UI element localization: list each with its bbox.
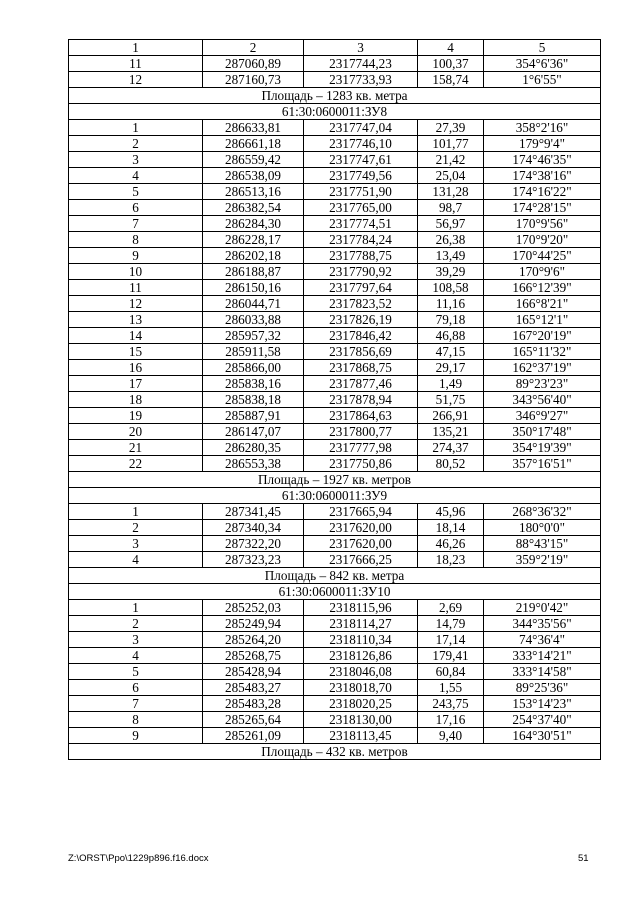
section-cell: 61:30:0600011:ЗУ10 — [69, 584, 601, 600]
table-row — [69, 696, 601, 712]
table-cell: 13,49 — [418, 248, 484, 264]
table-section-row — [69, 568, 601, 584]
table-cell: 11 — [69, 56, 203, 72]
table-cell: 2317826,19 — [304, 312, 418, 328]
table-cell: 2317784,24 — [304, 232, 418, 248]
table-cell: 174°46'35" — [484, 152, 601, 168]
table-cell: 153°14'23" — [484, 696, 601, 712]
table-cell: 2318130,00 — [304, 712, 418, 728]
table-cell: 180°0'0" — [484, 520, 601, 536]
table-cell: 165°12'1" — [484, 312, 601, 328]
table-cell: 2318114,27 — [304, 616, 418, 632]
table-cell: 2318110,34 — [304, 632, 418, 648]
table-row — [69, 184, 601, 200]
section-cell: Площадь – 432 кв. метров — [69, 744, 601, 760]
table-cell: 29,17 — [418, 360, 484, 376]
table-section-row — [69, 104, 601, 120]
table-cell: 286513,16 — [203, 184, 304, 200]
table-cell: 2317878,94 — [304, 392, 418, 408]
table-cell: 20 — [69, 424, 203, 440]
table-cell: 131,28 — [418, 184, 484, 200]
table-cell: 166°8'21" — [484, 296, 601, 312]
table-cell: 286044,71 — [203, 296, 304, 312]
table-cell: 243,75 — [418, 696, 484, 712]
table-cell: 2318115,96 — [304, 600, 418, 616]
table-cell: 9 — [69, 248, 203, 264]
table-row — [69, 152, 601, 168]
table-row — [69, 328, 601, 344]
table-cell: 2 — [69, 616, 203, 632]
table-cell: 2317868,75 — [304, 360, 418, 376]
table-row — [69, 56, 601, 72]
table-cell: 2317746,10 — [304, 136, 418, 152]
table-cell: 286559,42 — [203, 152, 304, 168]
table-row — [69, 456, 601, 472]
table-row — [69, 136, 601, 152]
table-cell: 18 — [69, 392, 203, 408]
table-cell: 170°44'25" — [484, 248, 601, 264]
table-row — [69, 536, 601, 552]
table-row — [69, 312, 601, 328]
table-cell: 12 — [69, 296, 203, 312]
table-cell: 2317856,69 — [304, 344, 418, 360]
table-cell: 2317733,93 — [304, 72, 418, 88]
table-cell: 285265,64 — [203, 712, 304, 728]
table-cell: 170°9'56" — [484, 216, 601, 232]
table-cell: 1,55 — [418, 680, 484, 696]
table-cell: 2,69 — [418, 600, 484, 616]
table-cell: 89°25'36" — [484, 680, 601, 696]
table-cell: 25,04 — [418, 168, 484, 184]
table-cell: 287322,20 — [203, 536, 304, 552]
table-cell: 165°11'32" — [484, 344, 601, 360]
section-cell: 61:30:0600011:ЗУ9 — [69, 488, 601, 504]
table-cell: 166°12'39" — [484, 280, 601, 296]
table-cell: 164°30'51" — [484, 728, 601, 744]
table-cell: 2317751,90 — [304, 184, 418, 200]
table-cell: 285252,03 — [203, 600, 304, 616]
table-cell: 2318113,45 — [304, 728, 418, 744]
table-row — [69, 728, 601, 744]
table-row — [69, 408, 601, 424]
table-cell: 285957,32 — [203, 328, 304, 344]
table-cell: 287341,45 — [203, 504, 304, 520]
table-cell: 2317747,04 — [304, 120, 418, 136]
table-cell: 10 — [69, 264, 203, 280]
table-cell: 74°36'4" — [484, 632, 601, 648]
table-cell: 346°9'27" — [484, 408, 601, 424]
table-cell: 285261,09 — [203, 728, 304, 744]
table-row — [69, 232, 601, 248]
table-cell: 26,38 — [418, 232, 484, 248]
table-cell: 5 — [69, 184, 203, 200]
table-cell: 2317846,42 — [304, 328, 418, 344]
table-cell: 286382,54 — [203, 200, 304, 216]
table-cell: 45,96 — [418, 504, 484, 520]
table-row — [69, 392, 601, 408]
table-cell: 286188,87 — [203, 264, 304, 280]
table-row — [69, 440, 601, 456]
table-cell: 2317744,23 — [304, 56, 418, 72]
table-cell: 359°2'19" — [484, 552, 601, 568]
table-body — [69, 56, 601, 760]
table-cell: 2318126,86 — [304, 648, 418, 664]
table-cell: 2 — [69, 136, 203, 152]
table-cell: 11 — [69, 280, 203, 296]
header-cell: 1 — [69, 40, 203, 56]
table-section-row — [69, 472, 601, 488]
table-row — [69, 520, 601, 536]
table-cell: 21 — [69, 440, 203, 456]
table-cell: 1 — [69, 600, 203, 616]
table-cell: 1 — [69, 504, 203, 520]
section-cell: Площадь – 1283 кв. метра — [69, 88, 601, 104]
table-cell: 19 — [69, 408, 203, 424]
table-cell: 274,37 — [418, 440, 484, 456]
table-row — [69, 216, 601, 232]
table-cell: 13 — [69, 312, 203, 328]
table-row — [69, 552, 601, 568]
coordinates-table — [68, 39, 601, 760]
table-cell: 2317877,46 — [304, 376, 418, 392]
table-cell: 287060,89 — [203, 56, 304, 72]
table-cell: 6 — [69, 680, 203, 696]
table-section-row — [69, 88, 601, 104]
table-cell: 286538,09 — [203, 168, 304, 184]
table-cell: 333°14'58" — [484, 664, 601, 680]
table-cell: 11,16 — [418, 296, 484, 312]
table-row — [69, 664, 601, 680]
table-cell: 174°28'15" — [484, 200, 601, 216]
table-cell: 285483,27 — [203, 680, 304, 696]
table-cell: 1 — [69, 120, 203, 136]
table-cell: 285268,75 — [203, 648, 304, 664]
table-row — [69, 648, 601, 664]
footer-file-path: Z:\ORST\Ppo\1229p896.f16.docx — [68, 853, 209, 864]
table-cell: 1,49 — [418, 376, 484, 392]
table-cell: 14,79 — [418, 616, 484, 632]
table-cell: 2318018,70 — [304, 680, 418, 696]
table-section-row — [69, 488, 601, 504]
table-cell: 285428,94 — [203, 664, 304, 680]
table-cell: 286202,18 — [203, 248, 304, 264]
table-cell: 162°37'19" — [484, 360, 601, 376]
table-cell: 98,7 — [418, 200, 484, 216]
table-cell: 17,14 — [418, 632, 484, 648]
table-cell: 16 — [69, 360, 203, 376]
table-row — [69, 248, 601, 264]
table-cell: 354°6'36" — [484, 56, 601, 72]
table-cell: 179,41 — [418, 648, 484, 664]
table-cell: 2317666,25 — [304, 552, 418, 568]
table-cell: 89°23'23" — [484, 376, 601, 392]
table-cell: 51,75 — [418, 392, 484, 408]
table-cell: 18,23 — [418, 552, 484, 568]
table-cell: 3 — [69, 632, 203, 648]
table-cell: 2317777,98 — [304, 440, 418, 456]
table-row — [69, 424, 601, 440]
table-cell: 56,97 — [418, 216, 484, 232]
table-row — [69, 120, 601, 136]
table-row — [69, 504, 601, 520]
section-cell: Площадь – 1927 кв. метров — [69, 472, 601, 488]
table-cell: 79,18 — [418, 312, 484, 328]
table-cell: 158,74 — [418, 72, 484, 88]
table-cell: 39,29 — [418, 264, 484, 280]
header-cell: 2 — [203, 40, 304, 56]
table-row — [69, 72, 601, 88]
table-cell: 14 — [69, 328, 203, 344]
table-cell: 21,42 — [418, 152, 484, 168]
table-section-row — [69, 584, 601, 600]
table-cell: 2 — [69, 520, 203, 536]
table-row — [69, 680, 601, 696]
table-cell: 286147,07 — [203, 424, 304, 440]
table-cell: 15 — [69, 344, 203, 360]
table-cell: 9 — [69, 728, 203, 744]
header-cell: 3 — [304, 40, 418, 56]
table-cell: 266,91 — [418, 408, 484, 424]
table-cell: 285911,58 — [203, 344, 304, 360]
table-cell: 174°38'16" — [484, 168, 601, 184]
table-cell: 286284,30 — [203, 216, 304, 232]
table-cell: 333°14'21" — [484, 648, 601, 664]
table-cell: 100,37 — [418, 56, 484, 72]
table-cell: 5 — [69, 664, 203, 680]
table-section-row — [69, 744, 601, 760]
table-cell: 358°2'16" — [484, 120, 601, 136]
table-cell: 285838,18 — [203, 392, 304, 408]
table-cell: 47,15 — [418, 344, 484, 360]
table-row — [69, 616, 601, 632]
table-cell: 2317747,61 — [304, 152, 418, 168]
table-row — [69, 600, 601, 616]
table-cell: 268°36'32" — [484, 504, 601, 520]
table-cell: 2317774,51 — [304, 216, 418, 232]
table-cell: 101,77 — [418, 136, 484, 152]
table-cell: 2318046,08 — [304, 664, 418, 680]
table-cell: 287160,73 — [203, 72, 304, 88]
table-cell: 285264,20 — [203, 632, 304, 648]
table-cell: 170°9'6" — [484, 264, 601, 280]
table-cell: 285249,94 — [203, 616, 304, 632]
table-cell: 170°9'20" — [484, 232, 601, 248]
table-cell: 285887,91 — [203, 408, 304, 424]
table-cell: 2317765,00 — [304, 200, 418, 216]
table-cell: 2317797,64 — [304, 280, 418, 296]
table-cell: 286150,16 — [203, 280, 304, 296]
table-cell: 2317750,86 — [304, 456, 418, 472]
table-cell: 4 — [69, 552, 203, 568]
table-row — [69, 344, 601, 360]
table-cell: 17 — [69, 376, 203, 392]
table-row — [69, 200, 601, 216]
table-cell: 2317788,75 — [304, 248, 418, 264]
table-cell: 286033,88 — [203, 312, 304, 328]
table-row — [69, 712, 601, 728]
table-cell: 174°16'22" — [484, 184, 601, 200]
table-cell: 286228,17 — [203, 232, 304, 248]
table-cell: 287340,34 — [203, 520, 304, 536]
table-cell: 22 — [69, 456, 203, 472]
table-cell: 285866,00 — [203, 360, 304, 376]
table-cell: 2317620,00 — [304, 520, 418, 536]
table-cell: 286633,81 — [203, 120, 304, 136]
page-number: 51 — [578, 853, 589, 864]
table-cell: 286661,18 — [203, 136, 304, 152]
table-cell: 357°16'51" — [484, 456, 601, 472]
table-cell: 8 — [69, 232, 203, 248]
table-cell: 108,58 — [418, 280, 484, 296]
table-cell: 219°0'42" — [484, 600, 601, 616]
table-cell: 17,16 — [418, 712, 484, 728]
table-cell: 2317790,92 — [304, 264, 418, 280]
table-cell: 3 — [69, 536, 203, 552]
table-cell: 2317823,52 — [304, 296, 418, 312]
table-cell: 27,39 — [418, 120, 484, 136]
table-cell: 7 — [69, 216, 203, 232]
section-cell: Площадь – 842 кв. метра — [69, 568, 601, 584]
table-cell: 4 — [69, 648, 203, 664]
table-cell: 12 — [69, 72, 203, 88]
table-cell: 354°19'39" — [484, 440, 601, 456]
table-cell: 167°20'19" — [484, 328, 601, 344]
table-header-row — [69, 40, 601, 56]
table-cell: 2317665,94 — [304, 504, 418, 520]
table-row — [69, 168, 601, 184]
table-cell: 2317800,77 — [304, 424, 418, 440]
table-cell: 3 — [69, 152, 203, 168]
table-cell: 8 — [69, 712, 203, 728]
table-cell: 179°9'4" — [484, 136, 601, 152]
table-cell: 135,21 — [418, 424, 484, 440]
table-cell: 80,52 — [418, 456, 484, 472]
table-row — [69, 264, 601, 280]
table-cell: 2317864,63 — [304, 408, 418, 424]
table-cell: 9,40 — [418, 728, 484, 744]
table-cell: 254°37'40" — [484, 712, 601, 728]
table-cell: 344°35'56" — [484, 616, 601, 632]
table-cell: 287323,23 — [203, 552, 304, 568]
table-cell: 343°56'40" — [484, 392, 601, 408]
header-cell: 4 — [418, 40, 484, 56]
table-cell: 2317620,00 — [304, 536, 418, 552]
table-cell: 285483,28 — [203, 696, 304, 712]
table-row — [69, 632, 601, 648]
section-cell: 61:30:0600011:ЗУ8 — [69, 104, 601, 120]
table-cell: 46,26 — [418, 536, 484, 552]
table-cell: 6 — [69, 200, 203, 216]
table-cell: 350°17'48" — [484, 424, 601, 440]
table-cell: 4 — [69, 168, 203, 184]
table-cell: 88°43'15" — [484, 536, 601, 552]
table-cell: 2318020,25 — [304, 696, 418, 712]
table-cell: 286280,35 — [203, 440, 304, 456]
table-row — [69, 376, 601, 392]
table-cell: 60,84 — [418, 664, 484, 680]
table-cell: 7 — [69, 696, 203, 712]
header-cell: 5 — [484, 40, 601, 56]
table-row — [69, 360, 601, 376]
table-cell: 18,14 — [418, 520, 484, 536]
table-cell: 285838,16 — [203, 376, 304, 392]
table-cell: 2317749,56 — [304, 168, 418, 184]
table-cell: 46,88 — [418, 328, 484, 344]
table-row — [69, 280, 601, 296]
table-cell: 286553,38 — [203, 456, 304, 472]
table-row — [69, 296, 601, 312]
table-cell: 1°6'55" — [484, 72, 601, 88]
